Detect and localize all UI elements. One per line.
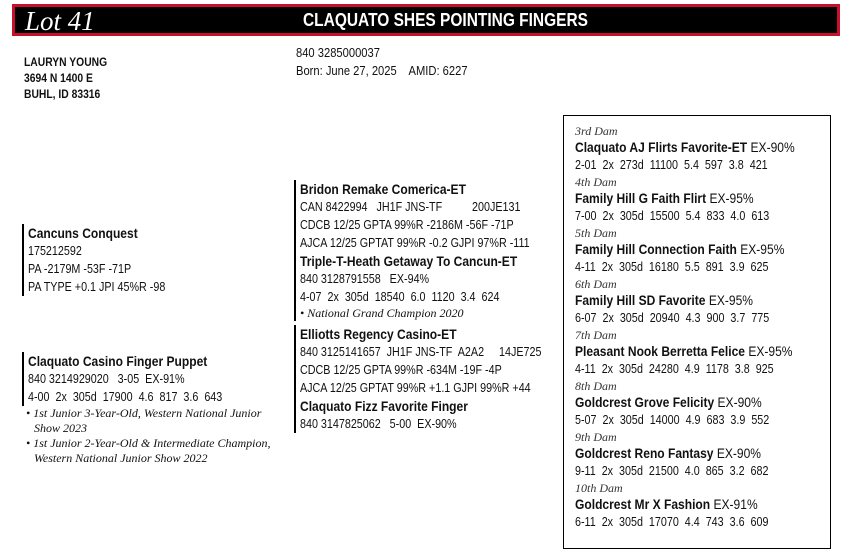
- dam-entry: [575, 430, 830, 481]
- dam-lineage-box: [563, 115, 831, 549]
- dam-entry-name: Family Hill G Faith Flirt EX-95%: [575, 190, 754, 206]
- sire-dam-note: • National Grand Champion 2020: [300, 306, 464, 320]
- dam-sire-line: CDCB 12/25 GPTA 99%R -634M -19F -4P: [300, 363, 502, 377]
- dam-generation-label: 3rd Dam: [575, 124, 618, 138]
- dam-entry: [575, 481, 830, 532]
- dam-entry-record: 7-00 2x 305d 15500 5.4 833 4.0 613: [575, 209, 770, 223]
- lot-header: [12, 4, 840, 36]
- dam-entry: [575, 277, 830, 328]
- dam-note: • 1st Junior 3-Year-Old, Western National Junior Show 2023: [26, 406, 262, 435]
- dam-lineage-list: [575, 124, 830, 532]
- dam-entry-record: 6-07 2x 305d 20940 4.3 900 3.7 775: [575, 311, 770, 325]
- dam-generation-label: 5th Dam: [575, 226, 617, 240]
- dam-generation-label: 7th Dam: [575, 328, 617, 342]
- dam-dam-line: 840 3147825062 5-00 EX-90%: [300, 417, 457, 431]
- dam-name: Claquato Casino Finger Puppet: [28, 353, 208, 369]
- sire-dam-name: Triple-T-Heath Getaway To Cancun-ET: [300, 253, 518, 269]
- dam-entry-name: Family Hill SD Favorite EX-95%: [575, 292, 753, 308]
- dam-generation-label: 4th Dam: [575, 175, 617, 189]
- dam-entry-score: EX-91%: [713, 496, 758, 512]
- sire-sire-block: [294, 180, 560, 321]
- dam-entry-name: Goldcrest Grove Felicity EX-90%: [575, 394, 762, 410]
- dam-entry-record: 4-11 2x 305d 16180 5.5 891 3.9 625: [575, 260, 769, 274]
- dam-entry: [575, 226, 830, 277]
- owner-address-1: 3694 N 1400 E: [24, 71, 93, 85]
- sire-sire-line: CAN 8422994 JH1F JNS-TF 200JE131: [300, 200, 521, 214]
- dam-entry-record: 5-07 2x 305d 14000 4.9 683 3.9 552: [575, 413, 770, 427]
- animal-title: CLAQUATO SHES POINTING FINGERS: [303, 10, 588, 30]
- dam-entry-score: EX-95%: [708, 292, 753, 308]
- birth-info: Born: June 27, 2025 AMID: 6227: [296, 63, 468, 78]
- dam-sire-block: [294, 325, 560, 433]
- sire-dam-line: 4-07 2x 305d 18540 6.0 1120 3.4 624: [300, 290, 500, 304]
- dam-entry-score: EX-95%: [748, 343, 793, 359]
- dam-generation-label: 6th Dam: [575, 277, 617, 291]
- dam-sire-line: AJCA 12/25 GPTAT 99%R +1.1 GJPI 99%R +44: [300, 381, 531, 395]
- owner-block: [24, 54, 107, 102]
- dam-sire-line: 840 3125141657 JH1F JNS-TF A2A2 14JE725: [300, 345, 542, 359]
- dam-entry-score: EX-95%: [740, 241, 785, 257]
- sire-sire-line: CDCB 12/25 GPTA 99%R -2186M -56F -71P: [300, 218, 514, 232]
- dam-entry-score: EX-95%: [709, 190, 754, 206]
- dam-sire-name: Elliotts Regency Casino-ET: [300, 326, 457, 342]
- dam-entry-record: 4-11 2x 305d 24280 4.9 1178 3.8 925: [575, 362, 774, 376]
- dam-entry-score: EX-90%: [716, 445, 762, 461]
- dam-generation-label: 10th Dam: [575, 481, 623, 495]
- dam-line: 840 3214929020 3-05 EX-91%: [28, 372, 185, 386]
- animal-info: [296, 44, 468, 80]
- dam-generation-label: 9th Dam: [575, 430, 617, 444]
- dam-entry-record: 2-01 2x 273d 11100 5.4 597 3.8 421: [575, 158, 768, 172]
- dam-dam-name: Claquato Fizz Favorite Finger: [300, 398, 468, 414]
- dam-entry-name: Pleasant Nook Berretta Felice EX-95%: [575, 343, 793, 359]
- lot-number: Lot 41: [25, 6, 95, 36]
- dam-entry: [575, 175, 830, 226]
- sire-dam-line: 840 3128791558 EX-94%: [300, 272, 430, 286]
- sire-line: PA -2179M -53F -71P: [28, 262, 132, 276]
- dam-entry-score: EX-90%: [717, 394, 762, 410]
- sire-line: 175212592: [28, 244, 82, 258]
- sire-name: Cancuns Conquest: [28, 225, 138, 241]
- dam-block: [22, 352, 283, 406]
- dam-entry-name: Goldcrest Reno Fantasy EX-90%: [575, 445, 762, 461]
- dam-entry-record: 6-11 2x 305d 17070 4.4 743 3.6 609: [575, 515, 769, 529]
- dam-notes: [24, 406, 279, 466]
- owner-name: LAURYN YOUNG: [24, 55, 108, 69]
- sire-block: [22, 224, 278, 296]
- dam-note: • 1st Junior 2-Year-Old & Intermediate Champion, Western National Junior Show 2022: [26, 436, 271, 465]
- owner-address-2: BUHL, ID 83316: [24, 87, 101, 101]
- dam-entry-name: Family Hill Connection Faith EX-95%: [575, 241, 785, 257]
- dam-entry-name: Goldcrest Mr X Fashion EX-91%: [575, 496, 758, 512]
- dam-entry-score: EX-90%: [750, 139, 795, 155]
- dam-generation-label: 8th Dam: [575, 379, 617, 393]
- dam-entry-name: Claquato AJ Flirts Favorite-ET EX-90%: [575, 139, 795, 155]
- dam-line: 4-00 2x 305d 17900 4.6 817 3.6 643: [28, 390, 223, 404]
- sire-sire-name: Bridon Remake Comerica-ET: [300, 181, 466, 197]
- sire-sire-line: AJCA 12/25 GPTAT 99%R -0.2 GJPI 97%R -111: [300, 236, 530, 250]
- dam-entry-record: 9-11 2x 305d 21500 4.0 865 3.2 682: [575, 464, 769, 478]
- registration-number: 840 3285000037: [296, 45, 380, 60]
- dam-entry: [575, 124, 830, 175]
- dam-entry: [575, 379, 830, 430]
- dam-entry: [575, 328, 830, 379]
- sire-line: PA TYPE +0.1 JPI 45%R -98: [28, 280, 166, 294]
